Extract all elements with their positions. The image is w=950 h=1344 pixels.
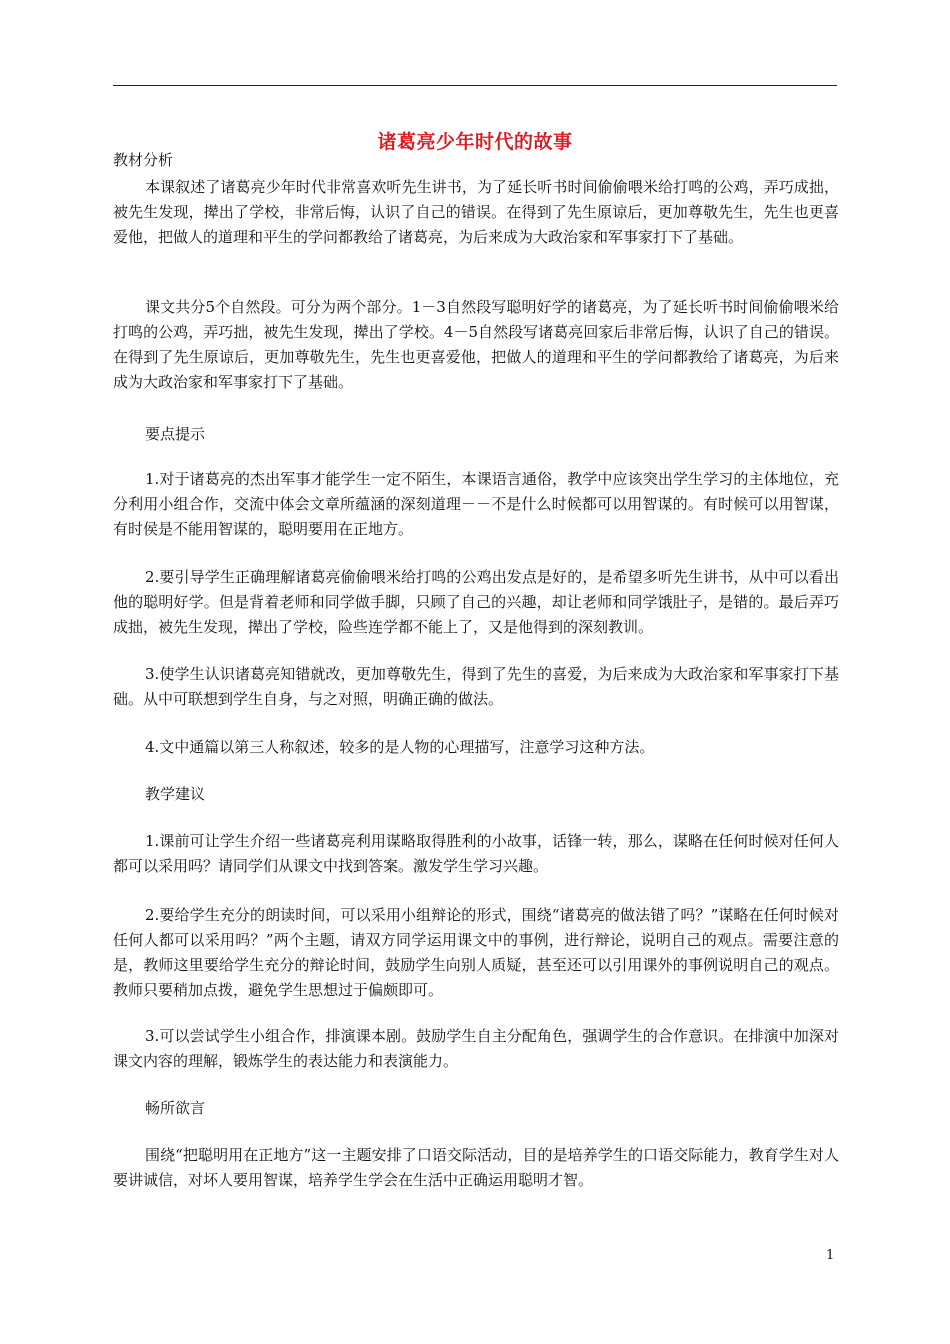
keypoints-paragraph-3: 3.使学生认识诸葛亮知错就改，更加尊敬先生，得到了先生的喜爱，为后来成为大政治家和军事家打下基础。从中可联想到学生自身，与之对照，明确正确的做法。 xyxy=(113,665,839,708)
heading-analysis: 教材分析 xyxy=(113,151,174,169)
suggestions-paragraph-3: 3.可以尝试学生小组合作，排演课本剧。鼓励学生自主分配角色，强调学生的合作意识。在排演中加深对课文内容的理解，锻炼学生的表达能力和表演能力。 xyxy=(113,1027,839,1070)
suggestions-paragraph-1: 1.课前可让学生介绍一些诸葛亮利用谋略取得胜利的小故事，话锋一转，那么，谋略在任何时候对任何人都可以采用吗？请同学们从课文中找到答案。激发学生学习兴趣。 xyxy=(113,832,839,875)
heading-suggestions: 教学建议 xyxy=(145,785,206,803)
header-rule xyxy=(113,85,837,86)
speak-paragraph-1: 围绕“把聪明用在正地方”这一主题安排了口语交际活动，目的是培养学生的口语交际能力，教育学生对人要讲诚信，对坏人要用智谋，培养学生学会在生活中正确运用聪明才智。 xyxy=(113,1146,839,1189)
page-number: 1 xyxy=(826,1248,835,1263)
keypoints-paragraph-1: 1.对于诸葛亮的杰出军事才能学生一定不陌生，本课语言通俗，教学中应该突出学生学习的主体地位，充分利用小组合作，交流中体会文章所蕴涵的深刻道理－－不是什么时候都可以用智谋的。有时候可以用智谋，有时侯是不能用智谋的，聪明要用在正地方。 xyxy=(113,470,839,538)
heading-keypoints: 要点提示 xyxy=(145,425,206,443)
analysis-paragraph-1: 本课叙述了诸葛亮少年时代非常喜欢听先生讲书，为了延长听书时间偷偷喂米给打鸣的公鸡，弄巧成拙，被先生发现，撵出了学校，非常后悔，认识了自己的错误。在得到了先生原谅后，更加尊敬先生，先生也更喜爱他，把做人的道理和平生的学问都教给了诸葛亮，为后来成为大政治家和军事家打下了基础。 xyxy=(113,178,839,246)
heading-speak: 畅所欲言 xyxy=(145,1099,206,1117)
document-title: 诸葛亮少年时代的故事 xyxy=(377,131,573,153)
suggestions-paragraph-2: 2.要给学生充分的朗读时间，可以采用小组辩论的形式，围绕“诸葛亮的做法错了吗？”谋略在任何时候对任何人都可以采用吗？”两个主题，请双方同学运用课文中的事例，进行辩论，说明自己的观点。需要注意的是，教师这里要给学生充分的辩论时间，鼓励学生向别人质疑，甚至还可以引用课外的事例说明自己的观点。教师只要稍加点拨，避免学生思想过于偏颇即可。 xyxy=(113,906,839,999)
keypoints-paragraph-4: 4.文中通篇以第三人称叙述，较多的是人物的心理描写，注意学习这种方法。 xyxy=(145,738,655,756)
analysis-paragraph-2: 课文共分5个自然段。可分为两个部分。1－3自然段写聪明好学的诸葛亮，为了延长听书时间偷偷喂米给打鸣的公鸡，弄巧拙，被先生发现，撵出了学校。4－5自然段写诸葛亮回家后非常后悔，认识了自己的错误。在得到了先生原谅后，更加尊敬先生，先生也更喜爱他，把做人的道理和平生的学问都教给了诸葛亮，为后来成为大政治家和军事家打下了基础。 xyxy=(113,298,839,391)
keypoints-paragraph-2: 2.要引导学生正确理解诸葛亮偷偷喂米给打鸣的公鸡出发点是好的，是希望多听先生讲书，从中可以看出他的聪明好学。但是背着老师和同学做手脚，只顾了自己的兴趣，却让老师和同学饿肚子，是错的。最后弄巧成拙，被先生发现，撵出了学校，险些连学都不能上了，又是他得到的深刻教训。 xyxy=(113,568,839,636)
